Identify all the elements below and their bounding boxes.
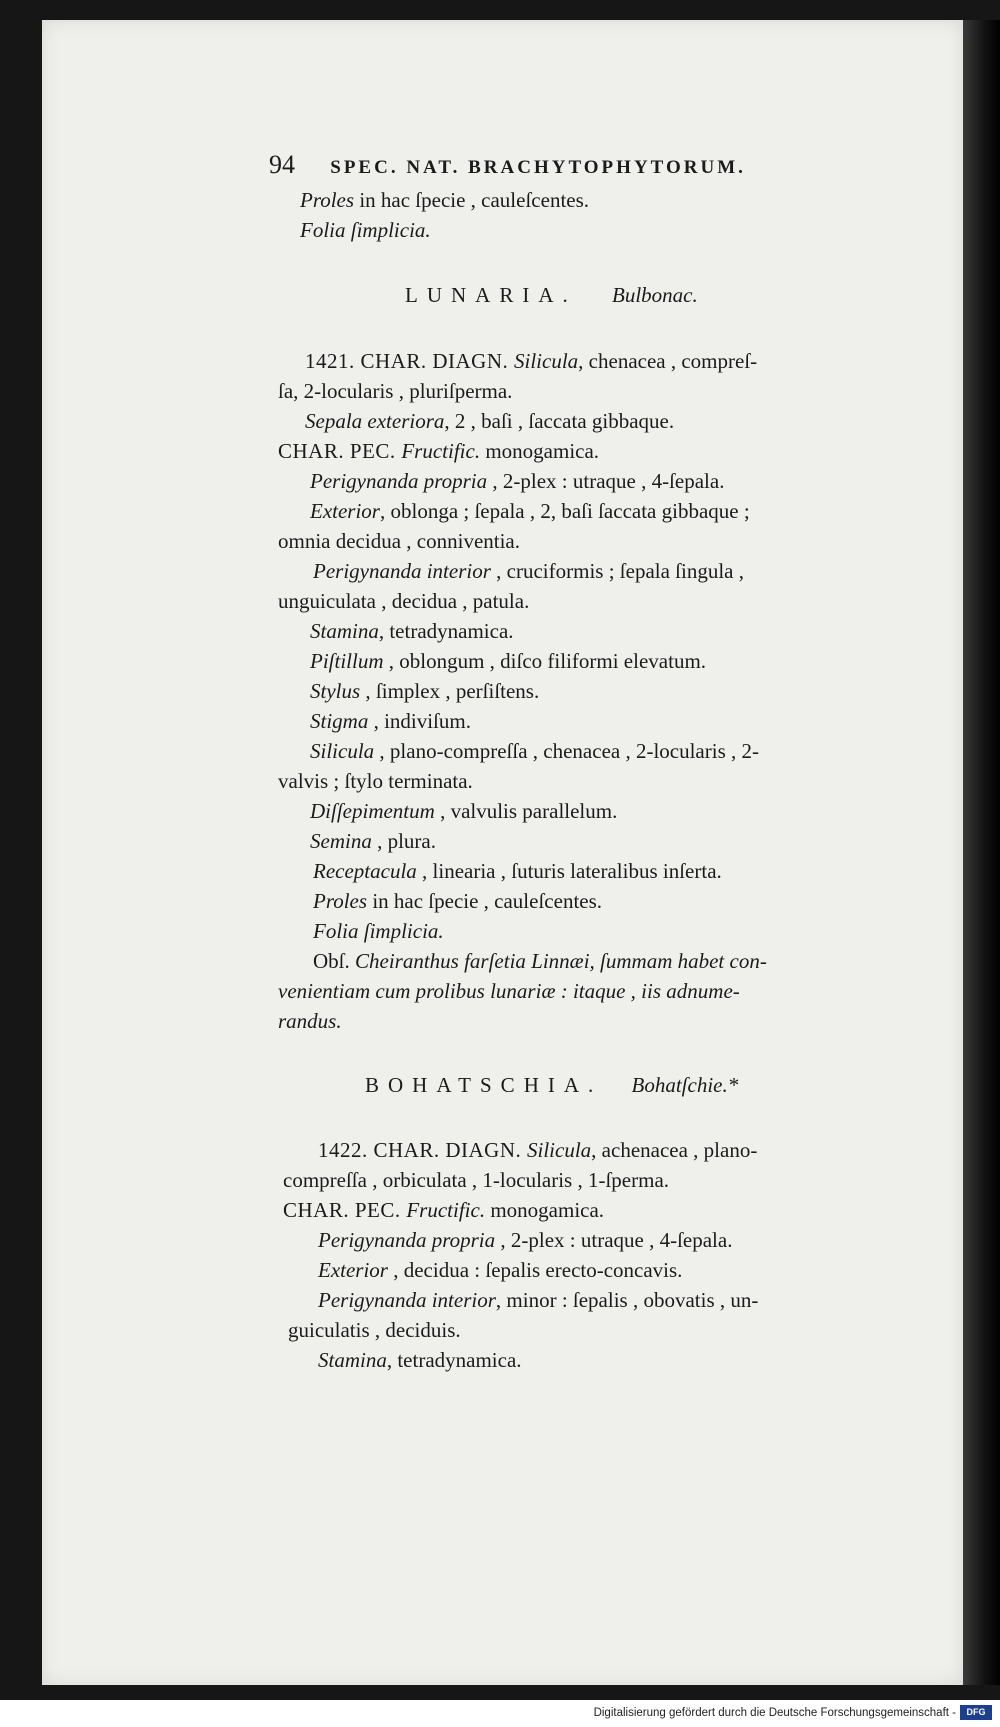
page-header — [269, 152, 746, 181]
text-line: Perigynanda propria , 2-plex : utraque , 4-ſepala. — [318, 1228, 733, 1252]
page-number: 94 — [269, 150, 295, 179]
text-line: valvis ; ſtylo terminata. — [278, 769, 473, 793]
text-line: 1421. CHAR. DIAGN. Silicula, chenacea , compreſ- — [305, 349, 758, 373]
genus-heading: LUNARIA. Bulbonac. — [405, 283, 698, 307]
text-line: venientiam cum prolibus lunariæ : itaque , iis adnume- — [278, 979, 740, 1003]
text-line: Piſtillum , oblongum , diſco filiformi elevatum. — [310, 649, 707, 673]
text-line: Perigynanda propria , 2-plex : utraque , 4-ſepala. — [310, 469, 725, 493]
text-line: Semina , plura. — [310, 829, 436, 853]
digitization-credit: Digitalisierung gefördert durch die Deutsche Forschungsgemeinschaft - — [593, 1707, 956, 1719]
text-line: Diſſepimentum , valvulis parallelum. — [310, 799, 618, 823]
text-line: Stamina, tetradynamica. — [318, 1348, 522, 1372]
text-line: Folia ſimplicia. — [313, 919, 444, 943]
book-page — [42, 20, 963, 1685]
text-line: CHAR. PEC. Fructific. monogamica. — [278, 439, 600, 463]
text-line: Obſ. Cheiranthus farſetia Linnæi, ſummam habet con- — [313, 949, 767, 973]
text-line: randus. — [278, 1009, 342, 1033]
text-line: 1422. CHAR. DIAGN. Silicula, achenacea , plano- — [318, 1138, 758, 1162]
text-line: compreſſa , orbiculata , 1-locularis , 1-ſperma. — [283, 1168, 670, 1192]
text-line: Proles in hac ſpecie , cauleſcentes. — [313, 889, 603, 913]
page-edge — [963, 20, 1000, 1685]
text-line: Perigynanda interior , cruciformis ; ſepala ſingula , — [313, 559, 744, 583]
text-line: Stamina, tetradynamica. — [310, 619, 514, 643]
running-title: SPEC. NAT. BRACHYTOPHYTORUM. — [330, 157, 746, 178]
text-line: Receptacula , linearia , ſuturis lateralibus inſerta. — [313, 859, 722, 883]
text-line: omnia decidua , conniventia. — [278, 529, 521, 553]
text-line: ſa, 2-locularis , pluriſperma. — [278, 379, 513, 403]
text-line: Exterior, oblonga ; ſepala , 2, baſi ſaccata gibbaque ; — [310, 499, 750, 523]
text-line: Sepala exteriora, 2 , baſi , ſaccata gibbaque. — [305, 409, 675, 433]
text-line: Proles in hac ſpecie , cauleſcentes. — [300, 188, 590, 212]
dfg-logo: DFG — [960, 1705, 992, 1720]
text-line: Stigma , indiviſum. — [310, 709, 472, 733]
text-line: CHAR. PEC. Fructific. monogamica. — [283, 1198, 605, 1222]
text-line: unguiculata , decidua , patula. — [278, 589, 530, 613]
text-line: Perigynanda interior, minor : ſepalis , obovatis , un- — [318, 1288, 759, 1312]
text-line: Stylus , ſimplex , perſiſtens. — [310, 679, 540, 703]
genus-heading: BOHATSCHIA. Bohatſchie.* — [365, 1073, 739, 1097]
text-line: Exterior , decidua : ſepalis erecto-concavis. — [318, 1258, 683, 1282]
text-line: Folia ſimplicia. — [300, 218, 431, 242]
text-line: guiculatis , deciduis. — [288, 1318, 461, 1342]
text-line: Silicula , plano-compreſſa , chenacea , 2-locularis , 2- — [310, 739, 760, 763]
